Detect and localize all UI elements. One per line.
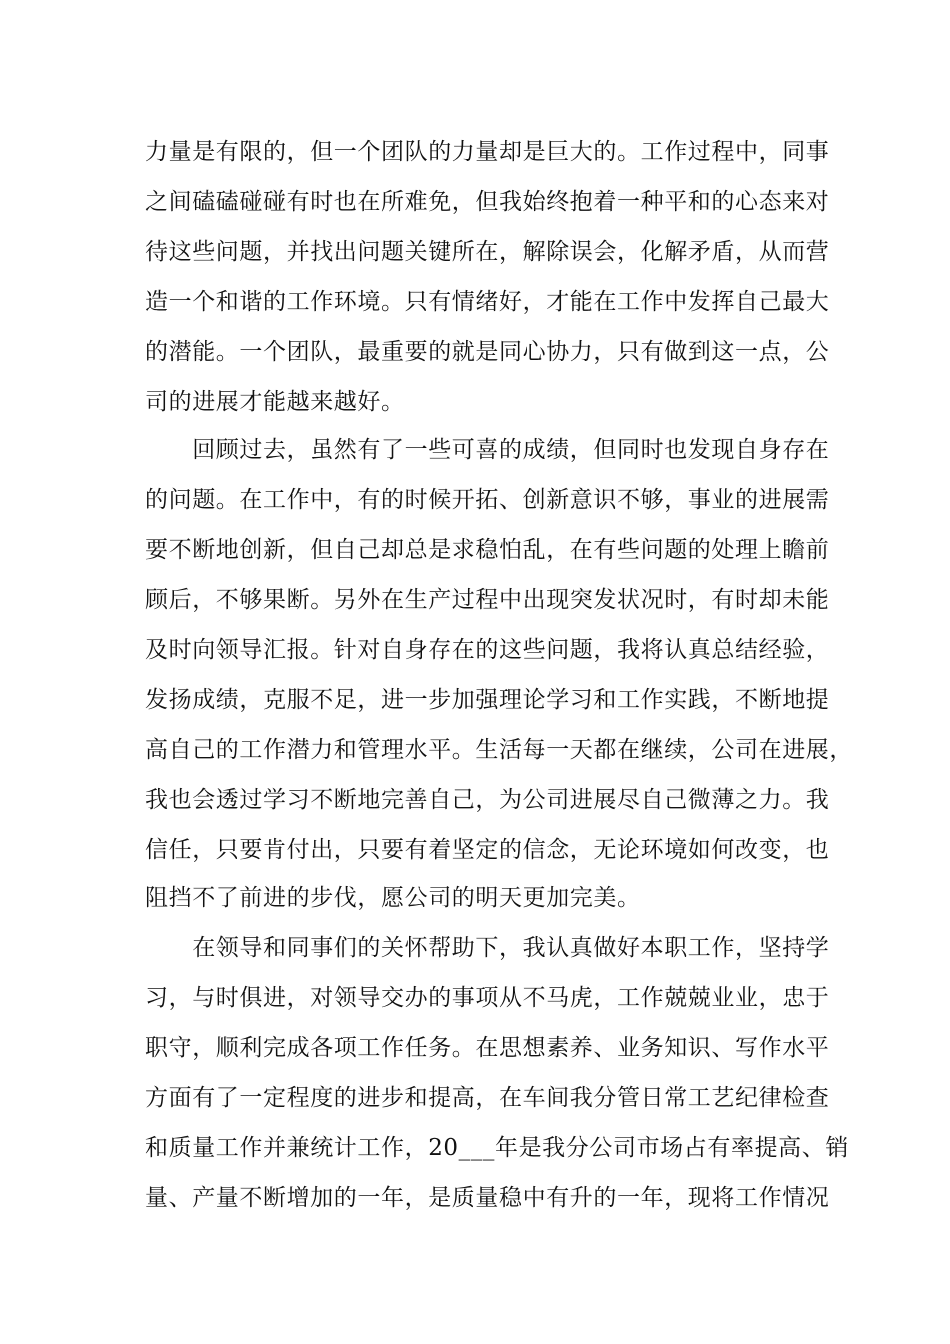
text-line: 我也会透过学习不断地完善自己，为公司进展尽自己微薄之力。我 — [145, 787, 830, 813]
text-line: 方面有了一定程度的进步和提高，在车间我分管日常工艺纪律检查 — [145, 1085, 830, 1111]
text-line: 力量是有限的，但一个团队的力量却是巨大的。工作过程中，同事 — [145, 139, 830, 165]
text-line: 职守，顺利完成各项工作任务。在思想素养、业务知识、写作水平 — [145, 1035, 830, 1061]
text-line: 和质量工作并兼统计工作，20___年是我分公司市场占有率提高、销 — [145, 1135, 849, 1161]
text-line: 之间磕磕碰碰有时也在所难免，但我始终抱着一种平和的心态来对 — [145, 189, 830, 215]
text-line: 的潜能。一个团队，最重要的就是同心协力，只有做到这一点，公 — [145, 339, 830, 365]
text-line: 的问题。在工作中，有的时候开拓、创新意识不够，事业的进展需 — [145, 487, 830, 513]
text-line: 阻挡不了前进的步伐，愿公司的明天更加完美。 — [145, 885, 641, 911]
text-line: 要不断地创新，但自己却总是求稳怕乱，在有些问题的处理上瞻前 — [145, 537, 830, 563]
text-line: 在领导和同事们的关怀帮助下，我认真做好本职工作，坚持学 — [145, 935, 830, 961]
text-line: 顾后，不够果断。另外在生产过程中出现突发状况时，有时却未能 — [145, 587, 830, 613]
text-line: 及时向领导汇报。针对自身存在的这些问题，我将认真总结经验， — [145, 637, 830, 663]
text-line: 发扬成绩，克服不足，进一步加强理论学习和工作实践，不断地提 — [145, 687, 830, 713]
text-line: 造一个和谐的工作环境。只有情绪好，才能在工作中发挥自己最大 — [145, 289, 830, 315]
text-line: 信任，只要肯付出，只要有着坚定的信念，无论环境如何改变，也 — [145, 837, 830, 863]
text-line: 待这些问题，并找出问题关键所在，解除误会，化解矛盾，从而营 — [145, 239, 830, 265]
text-line: 回顾过去，虽然有了一些可喜的成绩，但同时也发现自身存在 — [145, 437, 830, 463]
text-line: 高自己的工作潜力和管理水平。生活每一天都在继续，公司在进展， — [145, 737, 853, 763]
text-line: 司的进展才能越来越好。 — [145, 389, 405, 415]
text-line: 量、产量不断增加的一年，是质量稳中有升的一年，现将工作情况 — [145, 1185, 830, 1211]
text-line: 习，与时俱进，对领导交办的事项从不马虎，工作兢兢业业，忠于 — [145, 985, 830, 1011]
